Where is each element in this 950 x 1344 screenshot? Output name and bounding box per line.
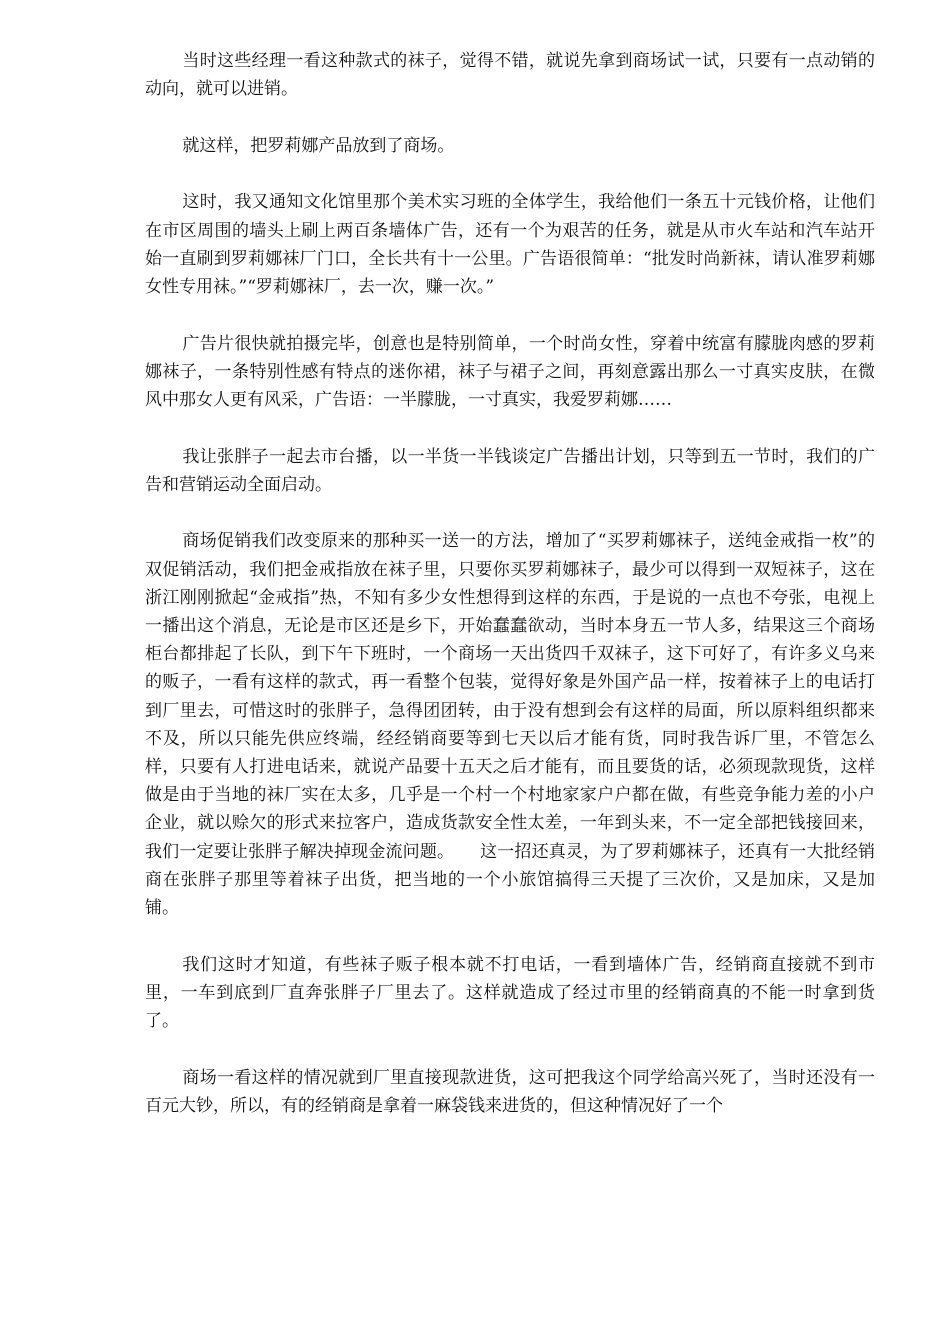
document-page (145, 47, 875, 1148)
paragraph-3: 这时，我又通知文化馆里那个美术实习班的全体学生，我给他们一条五十元钱价格，让他们在市区周围的墙头上刷上两百条墙体广告，还有一个为艰苦的任务，就是从市火车站和汽车站开始一直刷到罗莉娜袜厂门口，全长共有十一公里。广告语很简单：“批发时尚新袜，请认准罗莉娜女性专用袜。”“罗莉娜袜厂，去一次，赚一次。” (145, 192, 875, 297)
paragraph-5: 我让张胖子一起去市台播，以一半货一半钱谈定广告播出计划，只等到五一节时，我们的广告和营销运动全面启动。 (145, 446, 875, 495)
paragraph-6: 商场促销我们改变原来的那种买一送一的方法，增加了“买罗莉娜袜子，送纯金戒指一枚”的双促销活动，我们把金戒指放在袜子里，只要你买罗莉娜袜子，最少可以得到一双短袜子，这在浙江刚刚掀起“金戒指”热，不知有多少女性想得到这样的东西，于是说的一点也不夸张，电视上一播出这个消息，无论是市区还是乡下，开始蠢蠢欲动，当时本身五一节人多，结果这三个商场柜台都排起了长队，到下午下班时，一个商场一天出货四千双袜子，这下可好了，有许多义乌来的贩子，一看有这样的款式，再一看整个包装，觉得好象是外国产品一样，按着袜子上的电话打到厂里去，可惜这时的张胖子，急得团团转，由于没有想到会有这样的局面，所以原料组织都来不及，所以只能先供应终端，经经销商要等到七天以后才能有货，同时我告诉厂里，不管怎么样，只要有人打进电话来，就说产品要十五天之后才能有，而且要货的话，必须现款现货，这样做是由于当地的袜厂实在太多，几乎是一个村一个村地家家户户都在做，有些竞争能力差的小户企业，就以赊欠的形式来拉客户，造成货款安全性太差，一年到头来，不一定全部把钱接回来，我们一定要让张胖子解决掉现金流问题。 这一招还真灵，为了罗莉娜袜子，还真有一大批经销商在张胖子那里等着袜子出货，把当地的一个小旅馆搞得三天提了三次价，又是加床，又是加铺。 (145, 531, 875, 919)
paragraph-8: 商场一看这样的情况就到厂里直接现款进货，这可把我这个同学给高兴死了，当时还没有一百元大钞，所以，有的经销商是拿着一麻袋钱来进货的，但这种情况好了一个 (145, 1067, 875, 1116)
paragraph-4: 广告片很快就拍摄完毕，创意也是特别简单，一个时尚女性，穿着中统富有朦胧肉感的罗莉娜袜子，一条特别性感有特点的迷你裙，袜子与裙子之间，再刻意露出那么一寸真实皮肤，在微风中那女人更有风采，广告语：一半朦胧，一寸真实，我爱罗莉娜…… (145, 333, 875, 410)
paragraph-2: 就这样，把罗莉娜产品放到了商场。 (182, 135, 455, 156)
paragraph-1: 当时这些经理一看这种款式的袜子，觉得不错，就说先拿到商场试一试，只要有一点动销的动向，就可以进销。 (145, 51, 875, 100)
paragraph-7: 我们这时才知道，有些袜子贩子根本就不打电话，一看到墙体广告，经销商直接就不到市里，一车到底到厂直奔张胖子厂里去了。这样就造成了经过市里的经销商真的不能一时拿到货了。 (145, 954, 875, 1032)
